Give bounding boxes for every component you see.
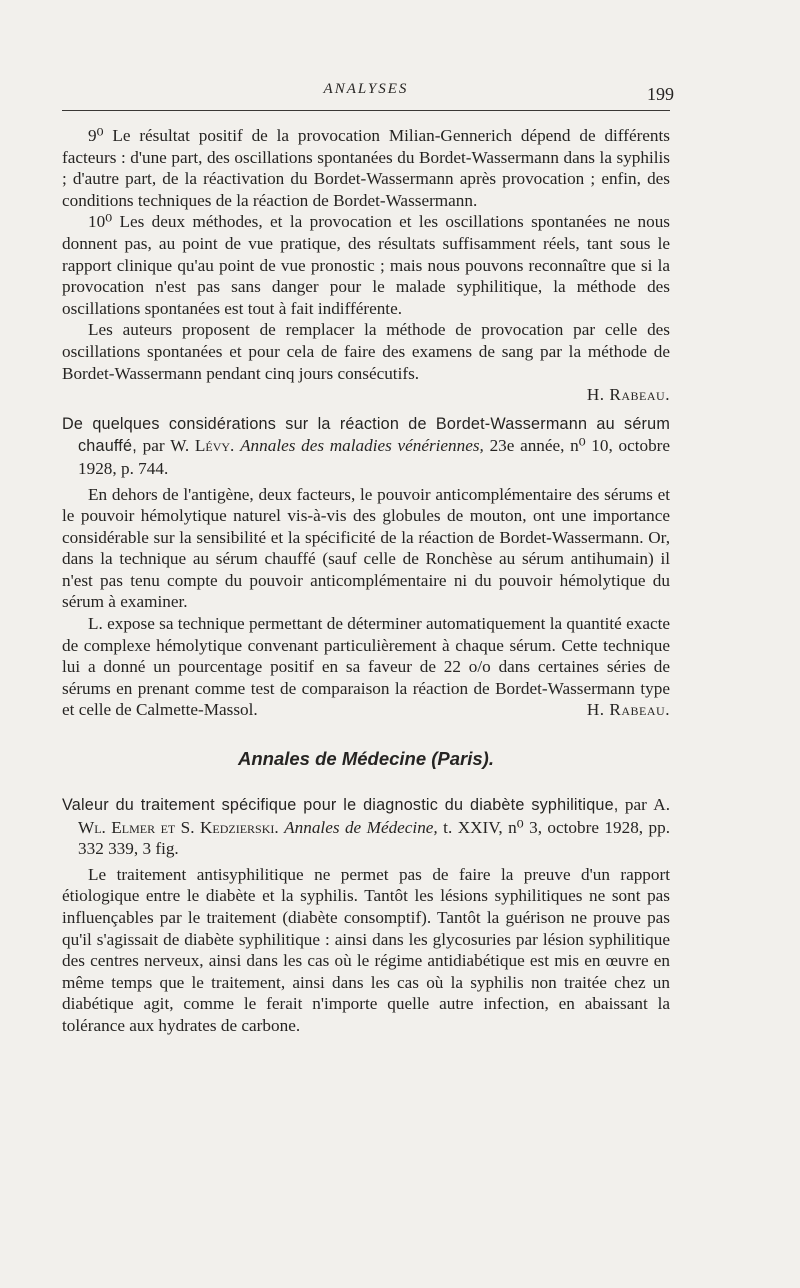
- section-heading: Annales de Médecine (Paris).: [237, 748, 494, 770]
- item-10-paragraph: 10⁰ Les deux méthodes, et la provocation et les oscillations spontanées ne nous donnent pas, au point de vue pratique, des résultats suffisamment réels, tant sous le rapport clinique qu'au point de vue pronostic ; mais nous pouvons reconnaître que si la provocation n'est pas sans danger pour le malade syphilitique, la méthode des oscillations spontanées est tout à fait indifférente.: [62, 212, 670, 318]
- article-3-par: par: [624, 795, 647, 815]
- page-number: 199: [647, 84, 674, 104]
- article-2-title: De quelques considérations sur la réaction de Bordet-Wassermann au sérum chauffé,: [62, 414, 670, 456]
- article-2-paragraph-1: En dehors de l'antigène, deux facteurs, le pouvoir anticomplémentaire des sérums et le pouvoir hémolytique naturel vis-à-vis des globules de mouton, ont une importance considérable sur la sensibilité et la spécificité de la réaction de Bordet-Wassermann. Or, dans la technique au sérum chauffé (sauf celle de Ronchèse au sérum antihumain) il n'est pas tenu compte du pouvoir anticomplémentaire ni du pouvoir hémolytique du sérum à examiner.: [62, 484, 670, 612]
- article-3-journal: Annales de Médecine,: [284, 817, 438, 837]
- article-2-journal: Annales des maladies vénériennes,: [240, 436, 484, 456]
- running-header: [62, 80, 674, 104]
- article-3-heading: [62, 794, 670, 860]
- article-2-author: W. Lévy.: [170, 436, 235, 456]
- item-9-paragraph: 9⁰ Le résultat positif de la provocation Milian-Gennerich dépend de différents facteurs : d'une part, des oscillations spontanées du Bordet-Wassermann dans la syphilis ; d'autre part, de la réactivation du Bordet-Wassermann après provocation ; enfin, des conditions techniques de la réaction de Bordet-Wassermann.: [62, 126, 670, 210]
- signature-line-1: [62, 384, 670, 406]
- signature-rabeau-2: H. Rabeau.: [586, 700, 670, 720]
- article-2-reference: 23e année, n⁰ 10, octobre 1928, p. 744.: [78, 436, 671, 478]
- page-body: [62, 125, 670, 1037]
- running-title: ANALYSES: [323, 81, 409, 97]
- article-2-paragraph-2: L. expose sa technique permettant de déterminer automatiquement la quantité exacte de complexe hémolytique convenant particulièrement à chaque sérum. Cette technique lui a donné un pourcentage positif en sa faveur de 22 o/o dans certaines séries de sérums en prenant comme test de comparaison la réaction de Bordet-Wassermann type et celle de Calmette-Massol.: [62, 614, 670, 720]
- article-2-heading: [62, 413, 670, 480]
- article-3-paragraph-1: Le traitement antisyphilitique ne permet pas de faire la preuve d'un rapport étiologique entre le diabète et la syphilis. Tantôt les lésions syphilitiques ne sont pas influençables par le traitement (diabète consomptif). Tantôt la guérison ne prouve pas qu'il s'agissait de diabète syphilitique : ainsi dans les glycosuries par lésion syphilitique des centres nerveux, ainsi dans les cas où le régime antidiabétique est mis en œuvre en même temps que le traitement, ainsi dans les cas où la syphilis non traitée chez un diabétique agit, comme le ferait n'importe quelle autre infection, en abaissant la tolérance aux hydrates de carbone.: [62, 864, 670, 1035]
- conclusion-paragraph: [62, 319, 670, 384]
- article-2-par: par: [142, 436, 165, 456]
- article-3-author: A. Wl. Elmer et S. Kedzierski.: [78, 795, 670, 837]
- article-3-reference: t. XXIV, n⁰ 3, octobre 1928, pp. 332 339, 3 fig.: [78, 817, 671, 859]
- conclusion-text: Les auteurs proposent de remplacer la méthode de provocation par celle des oscillations spontanées et pour cela de faire des examens de sang par la méthode de Bordet-Wassermann pendant cinq jours consécutifs.: [62, 320, 670, 383]
- article-3-title: Valeur du traitement spécifique pour le diagnostic du diabète syphilitique,: [62, 796, 619, 815]
- signature-rabeau-1: H. Rabeau.: [586, 385, 670, 405]
- header-rule: [62, 110, 670, 111]
